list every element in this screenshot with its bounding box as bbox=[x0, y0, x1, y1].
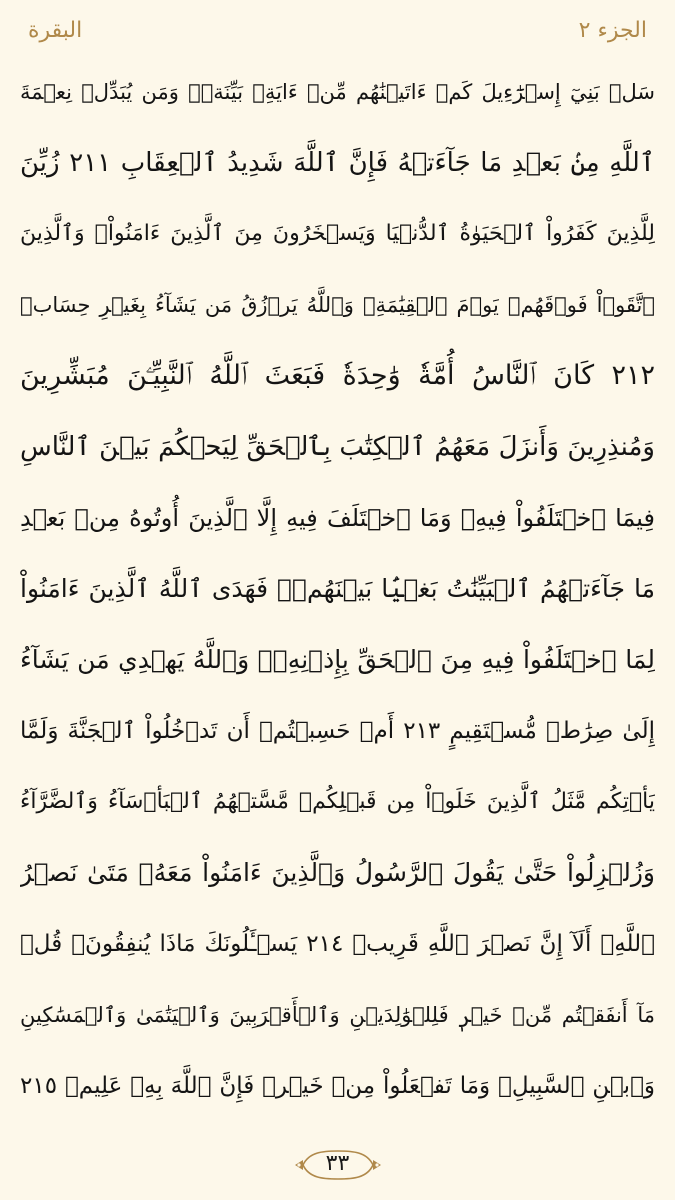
verse-line-3: لِلَّذِينَ كَفَرُواْ ٱلۡحَيَوٰةُ ٱلدُّنۡيَا وَيَسۡخَرُونَ مِنَ ٱلَّذِينَ ءَامَنُواْۘ وَٱلَّذِينَ bbox=[20, 221, 655, 246]
verse-line-13: ٱللَّهِۗ أَلَآ إِنَّ نَصۡرَ ٱللَّهِ قَرِيبٞ ٢١٤ يَسۡـَٔلُونَكَ مَاذَا يُنفِقُونَۖ قُلۡ bbox=[20, 931, 655, 957]
verse-line-11: يَأۡتِكُم مَّثَلُ ٱلَّذِينَ خَلَوۡاْ مِن قَبۡلِكُمۖ مَّسَّتۡهُمُ ٱلۡبَأۡسَآءُ وَٱلضَّرَّآءُ bbox=[20, 789, 655, 814]
verse-line-2: ٱللَّهِ مِنۢ بَعۡدِ مَا جَآءَتۡهُ فَإِنَّ ٱللَّهَ شَدِيدُ ٱلۡعِقَابِ ٢١١ زُيِّنَ bbox=[20, 148, 655, 178]
verse-line-15: وَٱبۡنِ ٱلسَّبِيلِۗ وَمَا تَفۡعَلُواْ مِنۡ خَيۡرٖ فَإِنَّ ٱللَّهَ بِهِۦ عَلِيمٞ ٢١٥ bbox=[20, 1073, 655, 1099]
surah-name: البقرة bbox=[28, 18, 83, 43]
verse-line-9: لِمَا ٱخۡتَلَفُواْ فِيهِ مِنَ ٱلۡحَقِّ بِإِذۡنِهِۦۗ وَٱللَّهُ يَهۡدِي مَن يَشَآءُ bbox=[20, 645, 655, 674]
verse-line-1: سَلۡ بَنِيٓ إِسۡرَٰٓءِيلَ كَمۡ ءَاتَيۡنَٰهُم مِّنۡ ءَايَةِۭ بَيِّنَةٖۗ وَمَن يُبَدِّلۡ نِعۡمَةَ bbox=[20, 80, 655, 104]
verse-line-7: فِيمَا ٱخۡتَلَفُواْ فِيهِۚ وَمَا ٱخۡتَلَفَ فِيهِ إِلَّا ٱلَّذِينَ أُوتُوهُ مِنۢ بَعۡدِ bbox=[20, 504, 655, 532]
juz-label: الجزء ٢ bbox=[578, 18, 647, 43]
verse-line-6: وَمُنذِرِينَ وَأَنزَلَ مَعَهُمُ ٱلۡكِتَٰبَ بِٱلۡحَقِّ لِيَحۡكُمَ بَيۡنَ ٱلنَّاسِ bbox=[20, 432, 655, 462]
verse-line-8: مَا جَآءَتۡهُمُ ٱلۡبَيِّنَٰتُ بَغۡيَۢا بَيۡنَهُمۡۖ فَهَدَى ٱللَّهُ ٱلَّذِينَ ءَامَنُواْ bbox=[20, 574, 655, 603]
page-number-badge bbox=[293, 1148, 383, 1182]
page-header bbox=[20, 14, 655, 54]
page-footer bbox=[0, 1144, 675, 1194]
verse-line-10: إِلَىٰ صِرَٰطٖ مُّسۡتَقِيمٍ ٢١٣ أَمۡ حَسِبۡتُمۡ أَن تَدۡخُلُواْ ٱلۡجَنَّةَ وَلَمَّا bbox=[20, 718, 655, 744]
verse-line-12: وَزُلۡزِلُواْ حَتَّىٰ يَقُولَ ٱلرَّسُولُ وَٱلَّذِينَ ءَامَنُواْ مَعَهُۥ مَتَىٰ نَصۡرُ bbox=[20, 858, 655, 887]
verse-line-5: ٢١٢ كَانَ ٱلنَّاسُ أُمَّةٗ وَٰحِدَةٗ فَبَعَثَ ٱللَّهُ ٱلنَّبِيِّـۧنَ مُبَشِّرِينَ bbox=[20, 360, 655, 391]
verse-line-14: مَآ أَنفَقۡتُم مِّنۡ خَيۡرٖ فَلِلۡوَٰلِدَيۡنِ وَٱلۡأَقۡرَبِينَ وَٱلۡيَتَٰمَىٰ وَٱلۡمَسَٰكِينِ bbox=[20, 1003, 655, 1027]
verse-line-4: ٱتَّقَوۡاْ فَوۡقَهُمۡ يَوۡمَ ٱلۡقِيَٰمَةِۗ وَٱللَّهُ يَرۡزُقُ مَن يَشَآءُ بِغَيۡرِ حِسَابٖ bbox=[20, 293, 655, 317]
verses-block bbox=[20, 62, 655, 1127]
page-number: ٣٣ bbox=[325, 1151, 350, 1176]
